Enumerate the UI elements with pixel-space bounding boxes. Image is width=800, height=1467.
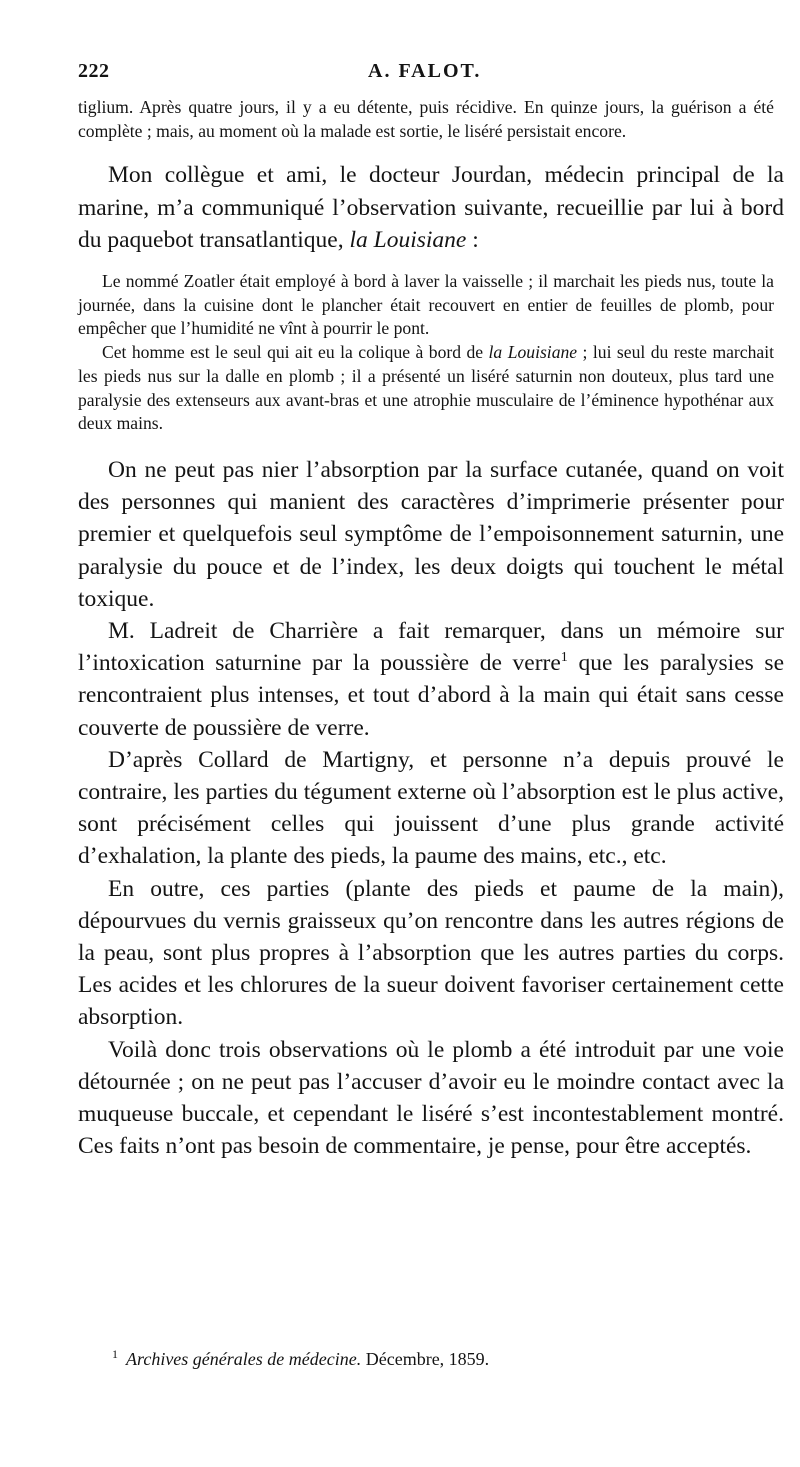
paragraph-voila: Voilà donc trois observations où le plomb a été introduit par une voie détournée ; on ne peut pas l’accuser d’avoir eu le moindre contact avec la muqueuse buccale, et cependant le liséré s’est incontestablement montré. Ces faits n’ont pas besoin de commentaire, je pense, pour être acceptés.: [78, 1036, 784, 1160]
observation-paragraph-2: [78, 341, 774, 436]
book-page: [78, 60, 790, 1162]
paragraph-jourdan-text: Mon collègue et ami, le docteur Jourdan, médecin principal de la marine, m’a communiqué l’observation suivante, recueillie par lui à bord du paquebot transatlantique,: [78, 162, 784, 253]
page-number: 222: [78, 60, 110, 82]
observation-paragraph-1: Le nommé Zoatler était employé à bord à laver la vaisselle ; il marchait les pieds nus, toute la journée, dans la cuisine dont le plancher était recouvert en entier de feuilles de plomb, pour empêcher que l’humidité ne vînt à pourrir le pont.: [78, 271, 774, 339]
footnote-mark: 1: [112, 1347, 118, 1361]
footnote: [112, 1347, 489, 1370]
observation-2-rest: ; lui seul du reste marchait les pieds nus sur la dalle en plomb ; il a présenté un liséré saturnin non douteux, plus tard une paralysie des extenseurs aux avant-bras et une atrophie musculaire de l’éminence hypothénar aux deux mains.: [78, 342, 774, 434]
ship-name: la Louisiane: [349, 226, 467, 253]
footnote-date: Décembre, 1859.: [361, 1349, 490, 1369]
paragraph-ladreit-text: M. Ladreit de Charrière a fait remarquer, dans un mémoire sur l’intoxication saturnine par la poussière de verre: [78, 617, 784, 677]
paragraph-intro: tiglium. Après quatre jours, il y a eu détente, puis récidive. En quinze jours, la guérison a été complète ; mais, au moment où la malade est sortie, le liséré persistait encore.: [78, 97, 774, 141]
observation-2-text: Cet homme est le seul qui ait eu la colique à bord de: [102, 342, 489, 363]
ship-name-2: la Louisiane: [488, 342, 578, 363]
paragraph-collard: D’après Collard de Martigny, et personne n’a depuis prouvé le contraire, les parties du tégument externe où l’absorption est le plus active, sont précisément celles qui jouissent d’une plus grande activité d’exhalation, la plante des pieds, la paume des mains, etc., etc.: [78, 746, 784, 870]
paragraph-ladreit-rest: que les paralysies se rencontraient plus intenses, et tout d’abord à la main qui était sans cesse couverte de poussière de verre.: [78, 650, 785, 741]
paragraph-jourdan: [78, 159, 784, 256]
paragraph-absorption: On ne peut pas nier l’absorption par la surface cutanée, quand on voit des personnes qui manient des caractères d’imprimerie présenter pour premier et quelquefois seul symptôme de l’empoisonnement saturnin, une paralysie du pouce et de l’index, les deux doigts qui touchent le métal toxique.: [78, 456, 784, 612]
running-head: A. FALOT.: [368, 60, 482, 82]
paragraph-outre: En outre, ces parties (plante des pieds et paume de la main), dépourvues du vernis graisseux qu’on rencontre dans les autres régions de la peau, sont plus propres à l’absorption que les autres parties du corps. Les acides et les chlorures de la sueur doivent favoriser certainement cette absorption.: [78, 875, 784, 1031]
footnote-title: Archives générales de médecine.: [126, 1349, 362, 1369]
footnote-reference: 1: [560, 649, 568, 666]
paragraph-jourdan-end: :: [466, 226, 479, 253]
paragraph-ladreit: [78, 615, 784, 744]
page-header: [78, 60, 790, 94]
